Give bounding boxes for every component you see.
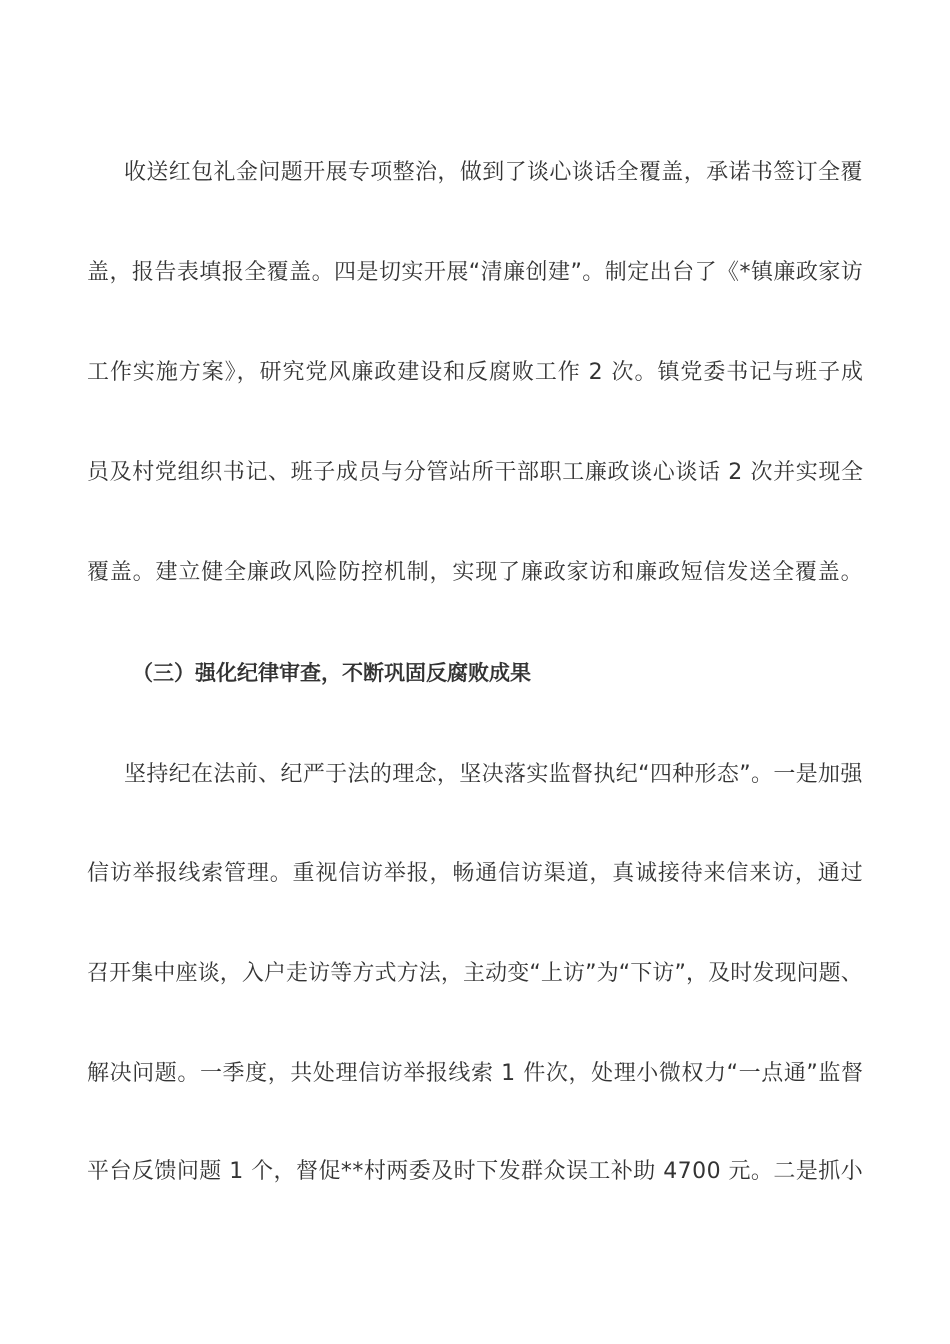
section-heading: （三）强化纪律审查，不断巩固反腐败成果 — [132, 661, 531, 685]
paragraph-2-line-1: 坚持纪在法前、纪严于法的理念，坚决落实监督执纪“四种形态”。一是加强 — [124, 762, 863, 787]
paragraph-1-line-2: 盖，报告表填报全覆盖。四是切实开展“清廉创建”。制定出台了《*镇廉政家访 — [87, 260, 864, 285]
paragraph-2-line-5: 平台反馈问题 1 个，督促**村两委及时下发群众误工补助 4700 元。二是抓小 — [87, 1159, 864, 1184]
paragraph-1-line-4: 员及村党组织书记、班子成员与分管站所干部职工廉政谈心谈话 2 次并实现全 — [87, 460, 864, 485]
paragraph-1-line-1: 收送红包礼金问题开展专项整治，做到了谈心谈话全覆盖，承诺书签订全覆 — [124, 160, 863, 185]
paragraph-1-line-3: 工作实施方案》，研究党风廉政建设和反腐败工作 2 次。镇党委书记与班子成 — [87, 360, 864, 385]
paragraph-2-line-2: 信访举报线索管理。重视信访举报，畅通信访渠道，真诚接待来信来访，通过 — [87, 861, 864, 886]
paragraph-1-line-5: 覆盖。建立健全廉政风险防控机制，实现了廉政家访和廉政短信发送全覆盖。 — [87, 560, 864, 585]
paragraph-2-line-4: 解决问题。一季度，共处理信访举报线索 1 件次，处理小微权力“一点通”监督 — [87, 1061, 864, 1086]
paragraph-2-line-3: 召开集中座谈，入户走访等方式方法，主动变“上访”为“下访”，及时发现问题、 — [87, 961, 863, 986]
